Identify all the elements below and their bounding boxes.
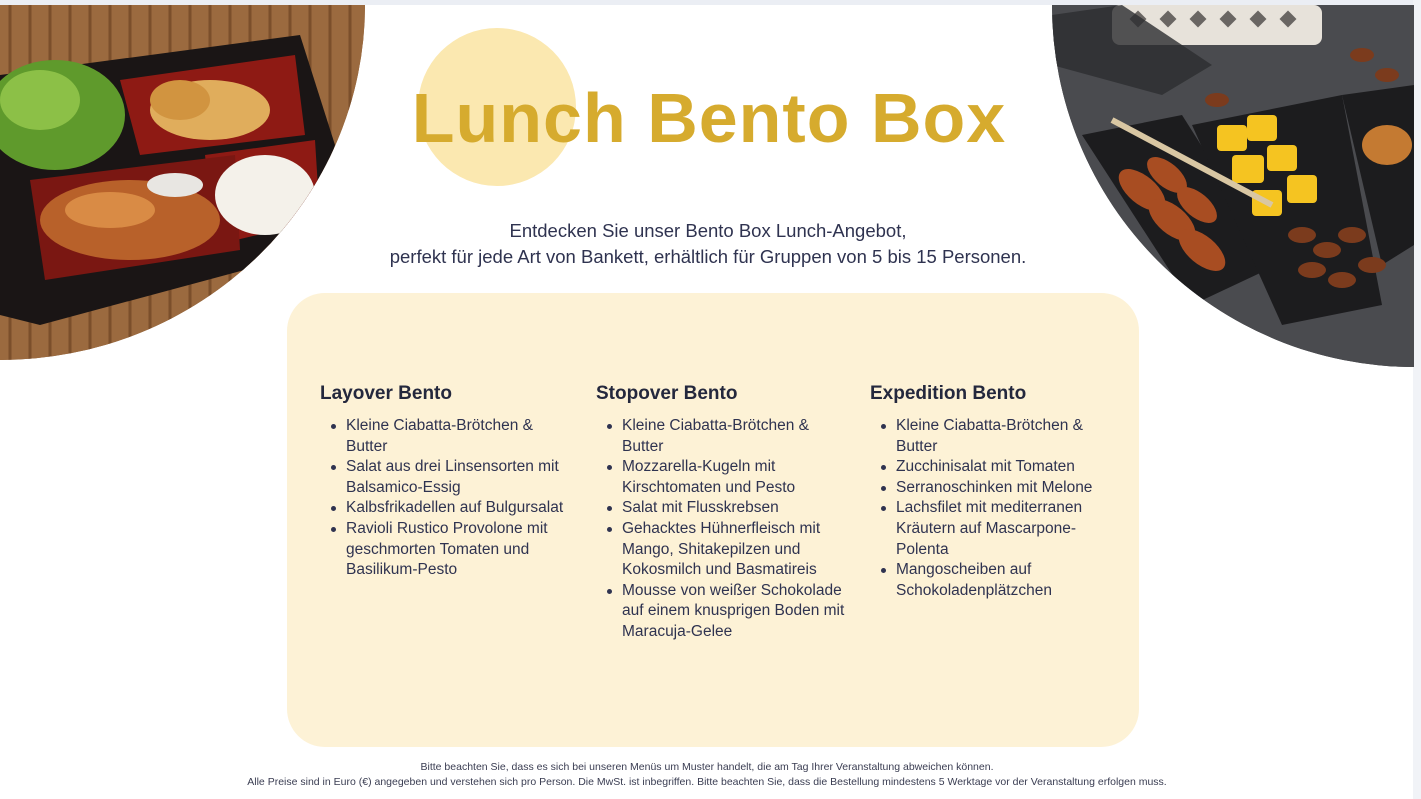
menu-title: Layover Bento: [320, 383, 452, 404]
intro-line-2: perfekt für jede Art von Bankett, erhältlich für Gruppen von 5 bis 15 Personen.: [389, 246, 1027, 267]
menu-title: Stopover Bento: [596, 383, 738, 404]
menu-item: Gehacktes Hühnerfleisch mit Mango, Shitakepilzen und Kokosmilch und Basmatireis: [596, 519, 846, 581]
menu-item: Kleine Ciabatta-Brötchen & Butter: [870, 416, 1120, 457]
menu-item: Kalbsfrikadellen auf Bulgursalat: [320, 498, 570, 519]
menu-column-expedition: [870, 383, 1120, 601]
menu-item: Salat mit Flusskrebsen: [596, 498, 846, 519]
menu-item: Ravioli Rustico Provolone mit geschmorten Tomaten und Basilikum-Pesto: [320, 519, 570, 581]
menu-item-list: [596, 416, 846, 643]
menu-item: Kleine Ciabatta-Brötchen & Butter: [320, 416, 570, 457]
menu-item: Kleine Ciabatta-Brötchen & Butter: [596, 416, 846, 457]
intro-text: [200, 218, 1216, 270]
menu-title: Expedition Bento: [870, 383, 1027, 404]
footer-note-menus: Bitte beachten Sie, dass es sich bei unseren Menüs um Muster handelt, die am Tag Ihrer Veranstaltung abweichen können.: [420, 761, 994, 773]
menu-item-list: [320, 416, 570, 581]
menu-item: Mousse von weißer Schokolade auf einem knusprigen Boden mit Maracuja-Gelee: [596, 581, 846, 643]
footer-note-prices: Alle Preise sind in Euro (€) angegeben und verstehen sich pro Person. Die MwSt. ist inbegriffen. Bitte beachten Sie, dass die Bestellung mindestens 5 Werktage vor der Veranstaltung erfolgen muss.: [247, 776, 1167, 788]
menu-item: Mozzarella-Kugeln mit Kirschtomaten und Pesto: [596, 457, 846, 498]
menu-item: Zucchinisalat mit Tomaten: [870, 457, 1120, 478]
menu-column-layover: [320, 383, 570, 581]
page-title: Lunch Bento Box: [411, 79, 1007, 157]
menu-item-list: [870, 416, 1120, 601]
menu-item: Salat aus drei Linsensorten mit Balsamico-Essig: [320, 457, 570, 498]
menu-column-stopover: [596, 383, 846, 643]
intro-line-1: Entdecken Sie unser Bento Box Lunch-Angebot,: [509, 220, 907, 241]
menu-item: Lachsfilet mit mediterranen Kräutern auf Mascarpone-Polenta: [870, 498, 1120, 560]
scrollbar-track[interactable]: [1413, 0, 1421, 799]
menu-item: Mangoscheiben auf Schokoladenplätzchen: [870, 560, 1120, 601]
menu-item: Serranoschinken mit Melone: [870, 478, 1120, 499]
